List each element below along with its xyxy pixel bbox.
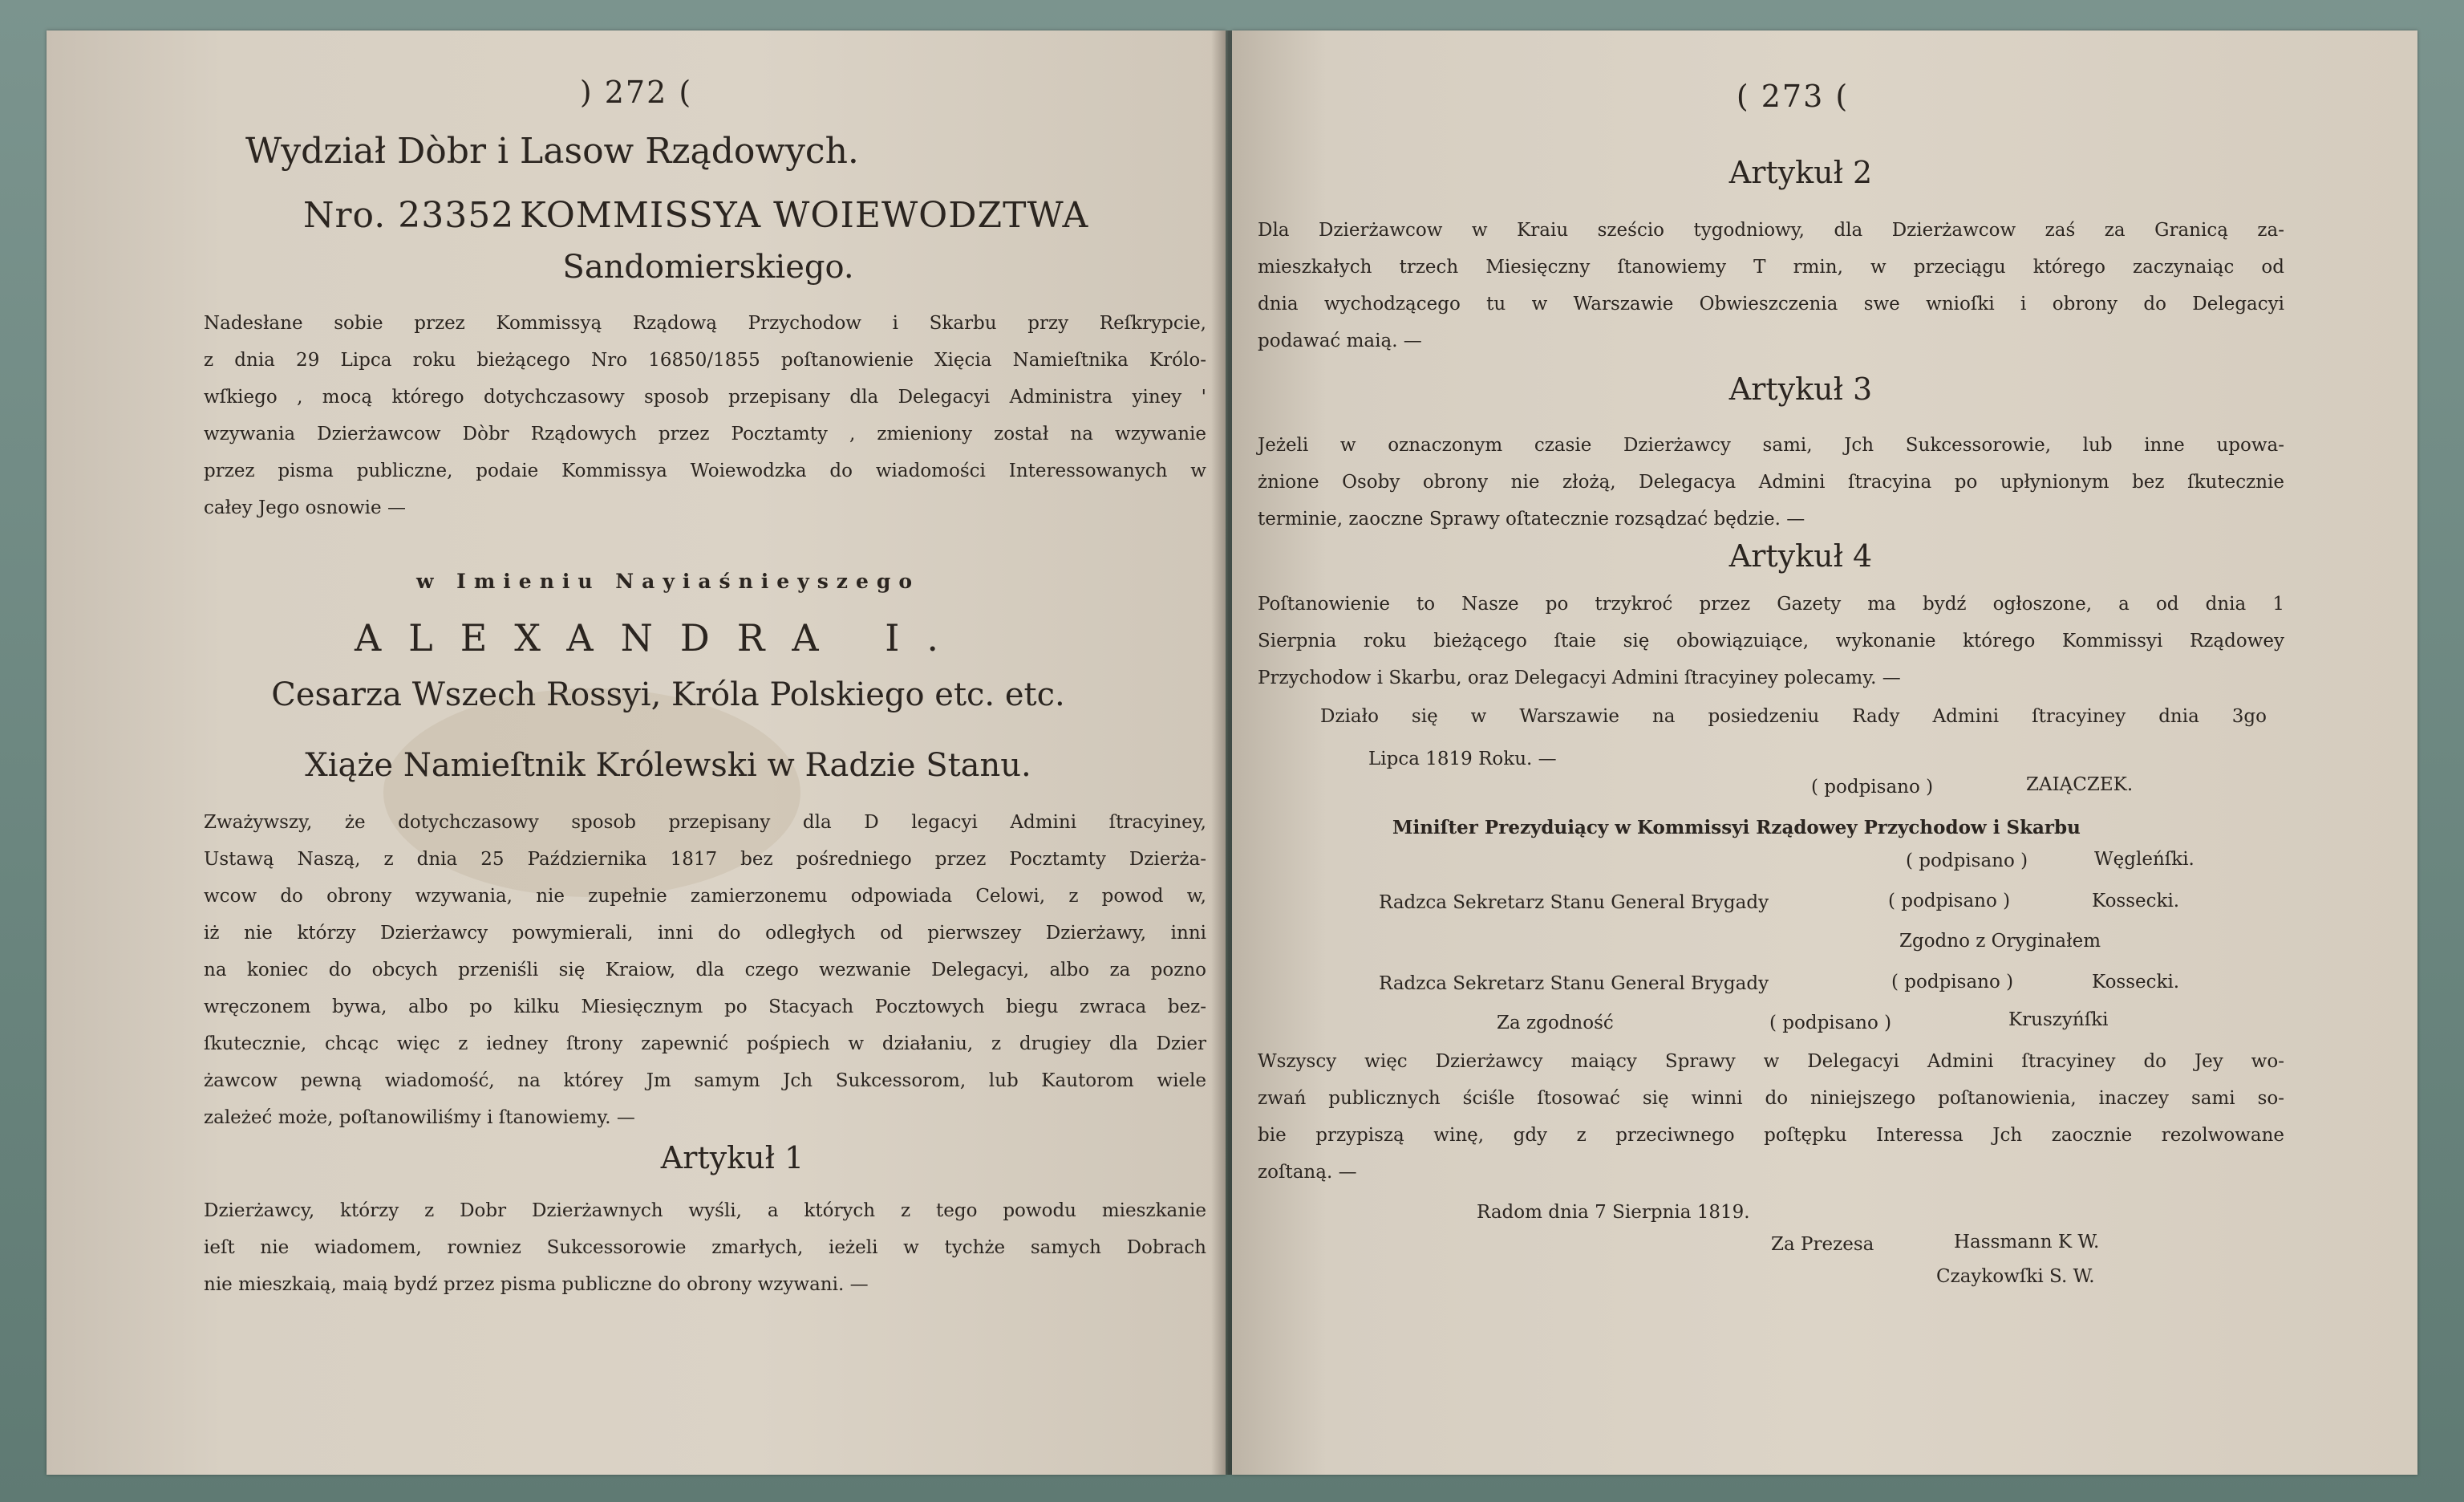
signer: Czaykowſki S. W. xyxy=(1936,1266,2095,1287)
signed-note: ( podpisano ) xyxy=(1906,850,2028,871)
secretary-line: Radzca Sekretarz Stanu General Brygady xyxy=(1379,892,1769,913)
text-line: Poſtanowienie to Nasze po trzykroć przez Gazety ma bydź ogłoszone, a od dnia 1 xyxy=(1258,594,2284,615)
text-line: Zważywszy, że dotychczasowy sposob przepisany dla D legacyi Admini ſtracyiney, xyxy=(204,812,1206,833)
text-line: dnia wychodzącego tu w Warszawie Obwieszczenia swe wnioſki i obrony do Delegacyi xyxy=(1258,294,2284,315)
signed-note: ( podpisano ) xyxy=(1811,777,1934,798)
conformity-line: Zgodno z Oryginałem xyxy=(1899,931,2101,952)
text-line: Nadesłane sobie przez Kommissyą Rządową Przychodow i Skarbu przy Reſkrypcie, xyxy=(204,313,1206,334)
prince-title: Xiąże Namieſtnik Królewski w Radzie Stanu. xyxy=(305,747,1031,784)
text-line: wſkiego , mocą którego dotychczasowy sposob przepisany dla Delegacyi Administra yiney ' xyxy=(204,387,1206,408)
article-3-heading: Artykuł 3 xyxy=(1728,371,1873,407)
text-line: żawcow pewną wiadomość, na którey Jm samym Jch Sukcessorom, lub Kautorom wiele xyxy=(204,1070,1206,1091)
minister-line: Miniſter Prezyduiący w Kommissyi Rządowey Przychodow i Skarbu xyxy=(1392,817,2081,838)
signer: Hassmann K W. xyxy=(1954,1232,2100,1252)
signature: Węgleńſki. xyxy=(2094,849,2194,870)
department-heading: Wydział Dòbr i Lasow Rządowych. xyxy=(245,131,859,172)
text-line: podawać maią. — xyxy=(1258,331,1422,351)
text-line: wręczonem bywa, albo po kilku Miesięcznym po Stacyach Pocztowych biegu zwraca bez- xyxy=(204,997,1206,1017)
text-line: zależeć może, poſtanowiliśmy i ſtanowiemy. — xyxy=(204,1107,635,1128)
text-line: Ustawą Naszą, z dnia 25 Października 1817 bez pośredniego przez Pocztamty Dzierża- xyxy=(204,849,1206,870)
intro-paragraph xyxy=(204,305,1206,526)
text-line: Wszyscy więc Dzierżawcy maiący Sprawy w Delegacyi Admini ſtracyiney do Jey wo- xyxy=(1258,1051,2284,1072)
text-line: żnione Osoby obrony nie złożą, Delegacya Admini ſtracyina po upłynionym bez ſkutecznie xyxy=(1258,472,2284,493)
text-line: całey Jego osnowie — xyxy=(204,497,406,518)
signature: ZAIĄCZEK. xyxy=(2026,774,2134,795)
text-line: Jeżeli w oznaczonym czasie Dzierżawcy sami, Jch Sukcessorowie, lub inne upowa- xyxy=(1258,435,2284,456)
article-4-paragraph xyxy=(1258,586,2284,696)
text-line: Działo się w Warszawie na posiedzeniu Rady Admini ſtracyiney dnia 3go xyxy=(1320,706,2267,727)
page-number: ) 272 ( xyxy=(579,75,693,110)
signature: Kruszyńſki xyxy=(2008,1009,2109,1030)
in-the-name-line: w Imieniu Nayiaśnieyszego xyxy=(415,570,921,593)
closing-paragraph xyxy=(1258,1043,2284,1191)
article-2-heading: Artykuł 2 xyxy=(1728,155,1873,190)
signed-note: ( podpisano ) xyxy=(1891,972,2014,993)
text-line: wzywania Dzierżawcow Dòbr Rządowych przez Pocztamty , zmieniony został na wzywanie xyxy=(204,424,1206,445)
text-line: ieſt nie wiadomem, rowniez Sukcessorowie zmarłych, ieżeli w tychże samych Dobrach xyxy=(204,1237,1206,1258)
left-page xyxy=(47,30,1226,1475)
commission-region: Sandomierskiego. xyxy=(562,249,854,286)
commission-title: KOMMISSYA WOIEWODZTWA xyxy=(520,195,1089,236)
text-line: na koniec do obcych przeniśli się Kraiow, dla czego wezwanie Delegacyi, albo za pozno xyxy=(204,960,1206,980)
text-line: przez pisma publiczne, podaie Kommissya Woiewodzka do wiadomości Interessowanych w xyxy=(204,461,1206,481)
article-4-heading: Artykuł 4 xyxy=(1728,538,1873,574)
page-number: ( 273 ( xyxy=(1736,79,1850,114)
text-line: mieszkałych trzech Miesięczny ſtanowiemy T rmin, w przeciągu którego zaczynaiąc od xyxy=(1258,257,2284,278)
text-line: terminie, zaoczne Sprawy oſtatecznie rozsądzać będzie. — xyxy=(1258,509,1805,530)
signed-note: ( podpisano ) xyxy=(1888,891,2011,911)
article-1-heading: Artykuł 1 xyxy=(660,1140,804,1175)
text-line: z dnia 29 Lipca roku bieżącego Nro 16850/1855 poſtanowienie Xięcia Namieſtnika Królo- xyxy=(204,350,1206,371)
article-3-paragraph xyxy=(1258,427,2284,538)
text-line: ſkutecznie, chcąc więc z iedney ſtrony zapewnić pośpiech w działaniu, z drugiey dla Dzier xyxy=(204,1033,1206,1054)
conformity-line: Za zgodność xyxy=(1497,1013,1614,1033)
text-line: zwań publicznych ściśle ſtosować się winni do niniejszego poſtanowienia, inaczey sami so- xyxy=(1258,1088,2284,1109)
article-2-paragraph xyxy=(1258,212,2284,359)
text-line: bie przypiszą winę, gdy z przeciwnego poſtępku Interessa Jch zaocznie rezolwowane xyxy=(1258,1125,2284,1146)
text-line: wcow do obrony wzywania, nie zupełnie zamierzonemu odpowiada Celowi, z powod w, xyxy=(204,886,1206,907)
for-president-label: Za Prezesa xyxy=(1771,1234,1874,1255)
done-line xyxy=(1320,698,2267,735)
secretary-line: Radzca Sekretarz Stanu General Brygady xyxy=(1379,973,1769,994)
emperor-title: Cesarza Wszech Rossyi, Króla Polskiego etc. etc. xyxy=(271,676,1065,713)
done-date-line: Lipca 1819 Roku. — xyxy=(1368,749,1557,769)
emperor-name: ALEXANDRA I. xyxy=(354,616,967,660)
signed-note: ( podpisano ) xyxy=(1769,1013,1892,1033)
text-line: zoſtaną. — xyxy=(1258,1162,1357,1183)
signature: Kossecki. xyxy=(2092,891,2180,911)
text-line: Dzierżawcy, którzy z Dobr Dzierżawnych wyśli, a których z tego powodu mieszkanie xyxy=(204,1200,1206,1221)
right-page xyxy=(1232,30,2417,1475)
text-line: Sierpnia roku bieżącego ſtaie się obowiązuiące, wykonanie którego Kommissyi Rządowey xyxy=(1258,631,2284,652)
commission-number: Nro. 23352 xyxy=(303,195,515,236)
place-date: Radom dnia 7 Sierpnia 1819. xyxy=(1477,1202,1750,1223)
text-line: nie mieszkaią, maią bydź przez pisma publiczne do obrony wzywani. — xyxy=(204,1274,869,1295)
preamble-paragraph xyxy=(204,804,1206,1136)
signature: Kossecki. xyxy=(2092,972,2180,993)
text-line: iż nie którzy Dzierżawcy powymierali, inni do odległych od pierwszey Dzierżawy, inni xyxy=(204,923,1206,944)
text-line: Dla Dzierżawcow w Kraiu sześcio tygodniowy, dla Dzierżawcow zaś za Granicą za- xyxy=(1258,220,2284,241)
article-1-paragraph xyxy=(204,1192,1206,1303)
text-line: Przychodow i Skarbu, oraz Delegacyi Admini ſtracyiney polecamy. — xyxy=(1258,668,1901,688)
